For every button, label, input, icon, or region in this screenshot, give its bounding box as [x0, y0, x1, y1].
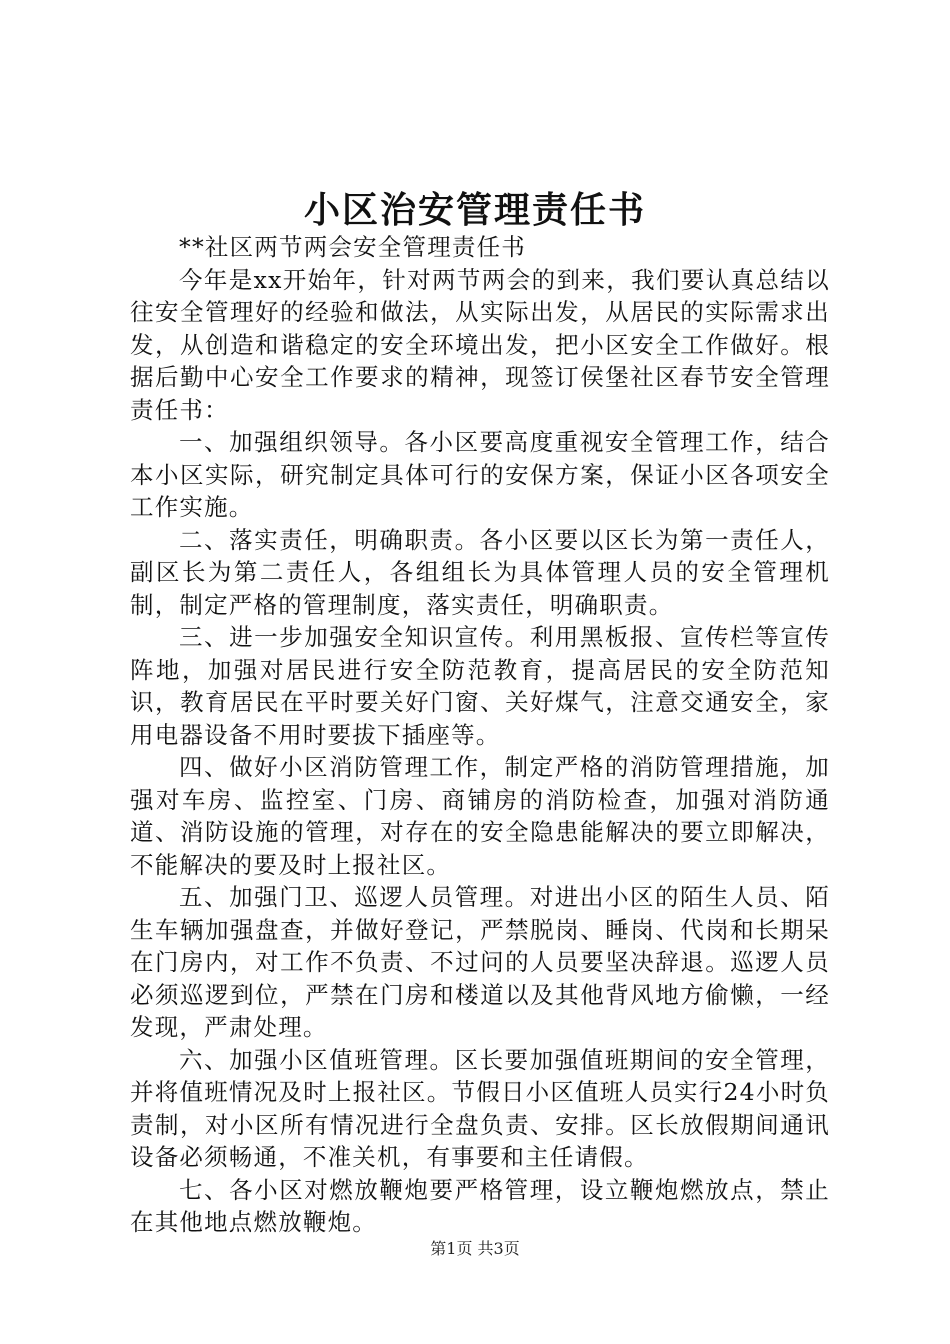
paragraph-heading: **社区两节两会安全管理责任书: [179, 233, 526, 261]
paragraph-item-1: 一、加强组织领导。各小区要高度重视安全管理工作，结合本小区实际，研究制定具体可行的安保方案，保证小区各项安全工作实施。: [130, 428, 830, 521]
document-body: [130, 231, 830, 1239]
document-title: 小区治安管理责任书: [303, 189, 646, 231]
paragraph-item-3: 三、进一步加强安全知识宣传。利用黑板报、宣传栏等宣传阵地，加强对居民进行安全防范教育，提高居民的安全防范知识，教育居民在平时要关好门窗、关好煤气，注意交通安全，家用电器设备不用时要拔下插座等。: [130, 623, 830, 749]
paragraph-item-5: 五、加强门卫、巡逻人员管理。对进出小区的陌生人员、陌生车辆加强盘查，并做好登记，严禁脱岗、睡岗、代岗和长期呆在门房内，对工作不负责、不过问的人员要坚决辞退。巡逻人员必须巡逻到位，严禁在门房和楼道以及其他背风地方偷懒，一经发现，严肃处理。: [130, 883, 830, 1041]
paragraph-intro: 今年是xx开始年，针对两节两会的到来，我们要认真总结以往安全管理好的经验和做法，从实际出发，从居民的实际需求出发，从创造和谐稳定的安全环境出发，把小区安全工作做好。根据后勤中心安全工作要求的精神，现签订侯堡社区春节安全管理责任书：: [130, 265, 830, 424]
paragraph-item-2: 二、落实责任，明确职责。各小区要以区长为第一责任人，副区长为第二责任人，各组组长为具体管理人员的安全管理机制，制定严格的管理制度，落实责任，明确职责。: [130, 525, 830, 619]
page-footer: 第1页 共3页: [430, 1239, 520, 1258]
paragraph-item-4: 四、做好小区消防管理工作，制定严格的消防管理措施，加强对车房、监控室、门房、商铺房的消防检查，加强对消防通道、消防设施的管理，对存在的安全隐患能解决的要立即解决，不能解决的要及时上报社区。: [130, 753, 830, 879]
paragraph-item-6: 六、加强小区值班管理。区长要加强值班期间的安全管理，并将值班情况及时上报社区。节假日小区值班人员实行24小时负责制，对小区所有情况进行全盘负责、安排。区长放假期间通讯设备必须畅通，不准关机，有事要和主任请假。: [130, 1045, 830, 1171]
paragraph-item-7: 七、各小区对燃放鞭炮要严格管理，设立鞭炮燃放点，禁止在其他地点燃放鞭炮。: [130, 1175, 830, 1236]
